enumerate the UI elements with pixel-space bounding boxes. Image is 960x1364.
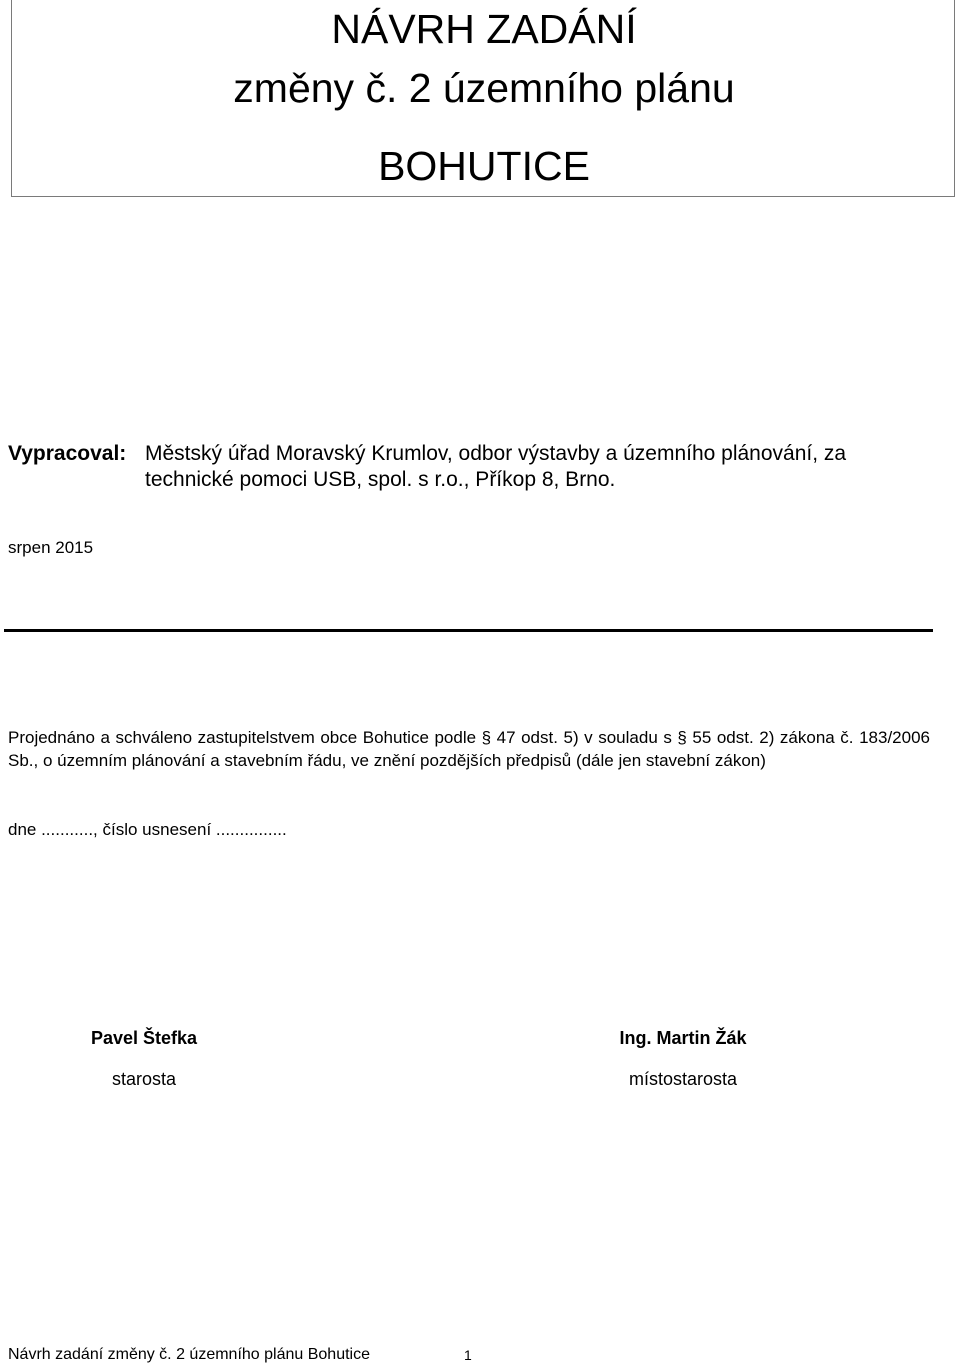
signatory-name-mayor: Pavel Štefka: [90, 1028, 198, 1048]
document-subtitle: změny č. 2 územního plánu: [233, 65, 735, 111]
page-number: 1: [464, 1347, 472, 1363]
prepared-by-label: Vypracoval:: [8, 442, 127, 465]
approval-statement: Projednáno a schváleno zastupitelstvem obce Bohutice podle § 47 odst. 5) v souladu s § 55 odst. 2) zákona č. 183/2006 Sb., o územním plánování a stavebním řádu, ve znění pozdějších předpisů (dále jen stavební zákon): [8, 728, 930, 770]
signatory-role-deputy: místostarosta: [628, 1069, 738, 1089]
signatory-role-mayor: starosta: [111, 1069, 177, 1089]
prepared-by-block: [8, 441, 938, 493]
signatory-name-deputy: Ing. Martin Žák: [619, 1028, 747, 1048]
document-date: srpen 2015: [8, 538, 94, 557]
page-footer: Návrh zadání změny č. 2 územního plánu Bohutice: [8, 1346, 370, 1363]
title-box: [11, 0, 955, 197]
prepared-by-text-2: technické pomoci USB, spol. s r.o., Příkop 8, Brno.: [145, 468, 616, 491]
horizontal-divider: [4, 629, 933, 632]
prepared-by-line-1: [8, 441, 938, 467]
municipality-name: BOHUTICE: [378, 143, 590, 189]
document-title: NÁVRH ZADÁNÍ: [331, 6, 637, 52]
meeting-resolution-line: dne ..........., číslo usnesení ...............: [8, 820, 287, 839]
prepared-by-text-1: Městský úřad Moravský Krumlov, odbor výstavby a územního plánování, za: [145, 442, 847, 465]
